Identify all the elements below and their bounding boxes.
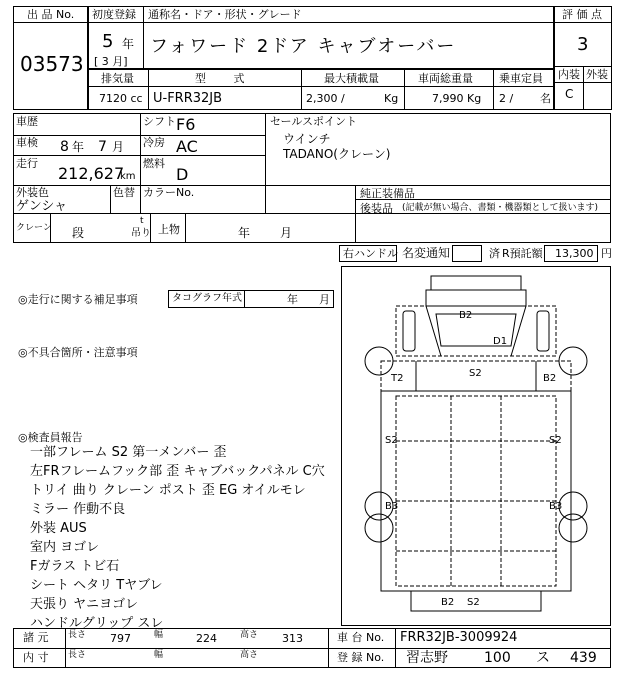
name-change-box: [452, 245, 482, 262]
exterior-color-label: 外装色: [16, 186, 49, 199]
aftermarket-note: (記載が無い場合、書類・機器類として扱います): [402, 203, 599, 213]
inspector-line: 室内 ヨゴレ: [30, 540, 100, 555]
deposit-label: R預託額: [502, 247, 543, 260]
damage-mark: T2: [391, 373, 404, 384]
fuel-value: D: [176, 165, 189, 184]
inspection-year: 8: [60, 139, 69, 155]
max-load-unit: Kg: [384, 92, 399, 105]
capacity-unit: 名: [540, 92, 551, 105]
sales-point-line-1: ウインチ: [283, 132, 331, 146]
mileage-unit: km: [120, 171, 136, 182]
mileage-label: 走行: [16, 157, 38, 170]
driving-notes-label: ◎走行に関する補足事項: [18, 293, 138, 306]
plate-label: 登 録 No.: [337, 651, 385, 664]
registration-label: 初度登録: [92, 8, 136, 21]
damage-diagram: [341, 266, 611, 626]
interior-width-label: 幅: [154, 650, 164, 660]
tachograph-label: タコグラフ年式: [172, 293, 242, 304]
genuine-equipment-label: 純正装備品: [360, 187, 415, 200]
model-name-label: 通称名・ドア・形状・グレード: [148, 8, 302, 21]
plate-region: 習志野: [406, 650, 448, 666]
dims-label: 諸 元: [23, 631, 49, 644]
inspection-month-unit: 月: [112, 140, 125, 154]
max-load-label: 最大積載量: [324, 72, 379, 85]
exterior-grade-label: 外装: [586, 68, 608, 81]
name-change-label: 名変通知: [402, 246, 451, 260]
interior-length-label: 長さ: [68, 650, 87, 660]
top-body-label: 上物: [158, 223, 180, 236]
width-label: 幅: [154, 630, 164, 640]
ac-value: AC: [176, 137, 198, 156]
color-change-label: 色替: [113, 186, 135, 199]
length-label: 長さ: [68, 630, 87, 640]
inspection-month: 7: [98, 139, 107, 155]
lot-number: 03573: [20, 52, 84, 76]
sales-points-label: セールスポイント: [270, 115, 358, 128]
inspector-line: 天張り ヤニヨゴレ: [30, 597, 139, 612]
registration-month: [ 3 月]: [94, 55, 128, 68]
inspection-year-unit: 年: [72, 140, 85, 154]
crane-ton: t: [140, 216, 144, 226]
shift-label: シフト: [143, 115, 176, 128]
damage-mark: B3: [385, 501, 399, 512]
capacity-label: 乗車定員: [499, 72, 543, 85]
damage-mark: S2: [385, 435, 398, 446]
color-number-label: カラーNo.: [143, 186, 195, 199]
inspector-line: 外装 AUS: [30, 521, 87, 536]
width-value: 224: [196, 632, 217, 645]
inspection-label: 車検: [16, 136, 38, 149]
sales-point-line-2: TADANO(クレーン): [283, 147, 391, 161]
inspector-report-label: ◎検査員報告: [18, 431, 83, 444]
plate-number: 439: [570, 650, 597, 666]
inspector-line: ミラー 作動不良: [30, 502, 126, 517]
rating-label: 評 価 点: [562, 8, 602, 21]
model-code-label: 型 式: [195, 72, 257, 85]
interior-dims-label: 内 寸: [23, 651, 49, 664]
top-body-year-unit: 年: [238, 226, 251, 240]
interior-height-label: 高さ: [240, 650, 259, 660]
steering-value: 右ハンドル: [343, 247, 398, 260]
plate-class: 100: [484, 650, 511, 666]
damage-mark: B2: [459, 310, 473, 321]
model-code-value: U-FRR32JB: [153, 91, 223, 106]
tachograph-year-unit: 年: [287, 293, 298, 306]
top-body-month-unit: 月: [280, 226, 293, 240]
deposit-prefix: 済: [489, 247, 500, 260]
defects-label: ◎不具合箇所・注意事項: [18, 346, 138, 359]
crane-label: クレーン: [16, 223, 52, 233]
interior-grade-label: 内装: [558, 68, 580, 81]
deposit-unit: 円: [601, 247, 612, 260]
model-name-value: フォワード 2ドア キャブオーバー: [150, 36, 457, 57]
inspector-line: 一部フレーム S2 第一メンバー 歪: [30, 445, 227, 460]
shift-value: F6: [176, 115, 196, 134]
damage-mark: S2: [469, 368, 482, 379]
damage-mark: B2: [543, 373, 557, 384]
max-load-value: 2,300 /: [306, 92, 345, 105]
inspector-line: Fガラス トビ石: [30, 559, 120, 574]
ac-label: 冷房: [143, 136, 165, 149]
crane-stage: 段: [72, 226, 85, 240]
height-value: 313: [282, 632, 303, 645]
plate-kana: ス: [536, 650, 550, 666]
damage-mark: D1: [493, 336, 508, 347]
chassis-label: 車 台 No.: [337, 631, 385, 644]
history-label: 車歴: [16, 115, 38, 128]
fuel-label: 燃料: [143, 157, 165, 170]
displacement-value: 7120 cc: [99, 92, 143, 105]
exterior-color-value: ゲンシャ: [16, 199, 68, 214]
inspector-line: 左FRフレームフック部 歪 キャブバックパネル C穴: [30, 464, 325, 479]
inspector-line: シート ヘタリ Tヤブレ: [30, 578, 163, 593]
chassis-value: FRR32JB-3009924: [400, 630, 518, 645]
aftermarket-label: 後装品: [360, 202, 393, 215]
inspector-line: ハンドルグリップ スレ: [30, 616, 164, 631]
gross-weight-value: 7,990 Kg: [432, 92, 482, 105]
registration-year-unit: 年: [122, 37, 135, 51]
lot-label: 出 品 No.: [27, 8, 75, 21]
deposit-value: 13,300: [555, 247, 594, 260]
length-value: 797: [110, 632, 131, 645]
crane-hang: 吊り: [131, 228, 151, 239]
interior-grade-value: C: [565, 87, 574, 101]
registration-year: 5: [102, 31, 114, 52]
damage-mark: S2: [549, 435, 562, 446]
damage-mark: B3: [549, 501, 563, 512]
damage-mark: S2: [467, 597, 480, 608]
gross-weight-label: 車両総重量: [418, 72, 473, 85]
rating-score: 3: [577, 34, 589, 55]
tachograph-month-unit: 月: [319, 293, 330, 306]
damage-mark: B2: [441, 597, 455, 608]
mileage-value: 212,627: [58, 164, 125, 183]
height-label: 高さ: [240, 630, 259, 640]
inspector-line: トリイ 曲り クレーン ポスト 歪 EG オイルモレ: [30, 483, 306, 498]
displacement-label: 排気量: [101, 72, 134, 85]
capacity-value: 2 /: [499, 92, 514, 105]
